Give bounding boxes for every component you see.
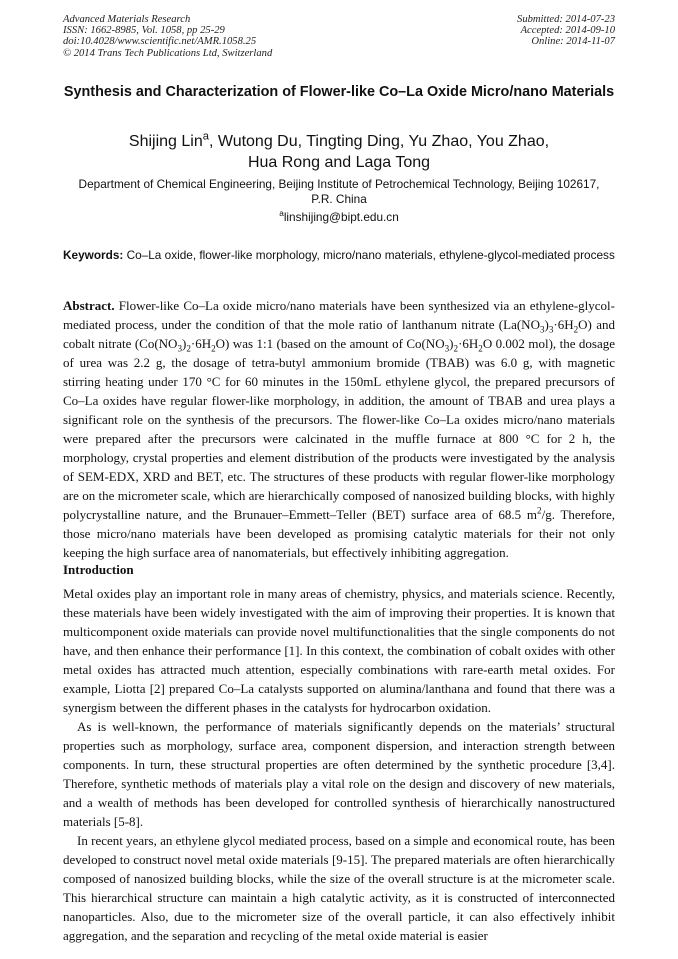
abstract-label: Abstract. bbox=[63, 298, 115, 313]
abstract-text: /g. Therefore, those micro/nano materials have been developed as promising catalytic materials for their not only keeping the high surface area of nanomaterials, but effectively inhibiting aggregation. bbox=[63, 507, 615, 560]
copyright-line: © 2014 Trans Tech Publications Ltd, Switzerland bbox=[63, 47, 273, 59]
publication-info bbox=[63, 14, 272, 59]
email-superscript: a bbox=[279, 209, 284, 219]
subscript: 3 bbox=[177, 343, 182, 354]
author-name: Shijing Lin bbox=[128, 133, 203, 150]
affiliation: Department of Chemical Engineering, Beijing Institute of Petrochemical Technology, Beijing 102617, P.R. China bbox=[78, 177, 600, 206]
abstract-text: ·6H bbox=[458, 336, 479, 351]
subscript: 2 bbox=[186, 343, 191, 354]
keywords-label: Keywords: bbox=[63, 248, 124, 262]
paragraph: Metal oxides play an important role in many areas of chemistry, physics, and materials science. Recently, these materials have been widely investigated with the aim of improving their properties. It is known that multicomponent oxide materials can provide novel multifunctionalities that the single components do not have, and then enhance their performance [1]. In this context, the combination of cobalt oxides with other metal oxides has attracted much attention, especially combinations with rare-earth metal oxides. For example, Liotta [2] prepared Co–La catalysts supported on alumina/lanthana and found that there was a synergism between the different phases in the catalysts for hydrocarbon oxidation. bbox=[63, 586, 615, 715]
paragraph: In recent years, an ethylene glycol mediated process, based on a simple and economical route, has been developed to construct novel metal oxide materials [9-15]. The prepared materials are often hierarchically composed of nanosized building blocks, while the size of the overall structure is at the micrometer scale. This hierarchical structure can maintain a high catalytic activity, as it is constructed of interconnected nanoparticles. Also, due to the micrometer size of the overall particle, it can also effectively inhibit aggregation, and the separation and recycling of the metal oxide material is easier bbox=[63, 833, 615, 943]
abstract bbox=[63, 296, 615, 562]
keywords bbox=[63, 248, 615, 263]
section-heading: Introduction bbox=[63, 562, 134, 577]
abstract-text: ) bbox=[449, 336, 454, 351]
accepted-date: Accepted: 2014-09-10 bbox=[520, 25, 615, 37]
abstract-text: O) was 1:1 (based on the amount of Co(NO bbox=[215, 336, 445, 351]
author-superscript: a bbox=[202, 130, 209, 143]
subscript: 2 bbox=[573, 324, 579, 335]
abstract-text: ·6H bbox=[190, 336, 212, 351]
abstract-text: ) bbox=[182, 336, 187, 351]
online-date: Online: 2014-11-07 bbox=[531, 36, 615, 48]
journal-name: Advanced Materials Research bbox=[63, 14, 191, 25]
publication-dates bbox=[517, 14, 615, 48]
abstract-text: O 0.002 mol), the dosage of urea was 2.2 g, the dosage of tetra-butyl ammonium bromide (TBAB) was 6.0 g, with magnetic stirring heating under 170 °C for 60 minutes in the 150mL ethylene glycol, the prepared precursors of Co–La oxides have regular flower-like morphology, in addition, the amount of TBAB and urea plays a significant role on the synthesis of the precursors. The flower-like Co–La oxides micro/nano materials were prepared after the precursors were calcinated in the muffle furnace at 800 °C for 2 h, the morphology, crystal properties and element distribution of the products were investigated by the analysis of SEM-EDX, XRD and BET, etc. The structures of these products with regular flower-like morphology are on the micrometer scale, which are hierarchically composed of nanosized building blocks, with highly polycrystalline nature, and the Brunauer–Emmett–Teller (BET) surface area of 68.5 m bbox=[63, 336, 615, 522]
keywords-text: Co–La oxide, flower-like morphology, micro/nano materials, ethylene-glycol-mediated process bbox=[123, 248, 615, 262]
paper-title: Synthesis and Characterization of Flower-like Co–La Oxide Micro/nano Materials bbox=[63, 84, 615, 100]
subscript: 3 bbox=[539, 324, 545, 335]
submitted-date: Submitted: 2014-07-23 bbox=[517, 14, 615, 25]
author-list bbox=[50, 131, 628, 173]
subscript: 2 bbox=[478, 343, 483, 354]
subscript: 3 bbox=[548, 324, 554, 335]
author-names: , Wutong Du, Tingting Ding, Yu Zhao, You Zhao, bbox=[208, 133, 550, 150]
abstract-text: Flower-like Co–La oxide micro/nano materials have been synthesized via an ethylene-glycol-mediated process, under the condition of that the mole ratio of lanthanum nitrate (La(NO bbox=[63, 298, 615, 332]
email-line bbox=[50, 210, 628, 225]
abstract-text: ) bbox=[544, 317, 549, 332]
doi-link[interactable]: doi:10.4028/www.scientific.net/AMR.1058.25 bbox=[63, 36, 257, 48]
abstract-text: ·6H bbox=[553, 317, 574, 332]
paragraph: As is well-known, the performance of materials significantly depends on the materials’ structural properties such as morphology, surface area, component dispersion, and interaction strength between components. In turn, these structural properties are often determined by the synthetic procedure [3,4]. Therefore, synthetic methods of materials play a vital role on the design and discovery of new materials, and a wealth of methods has been developed for controlled synthesis of hierarchically nanostructured materials [5-8]. bbox=[63, 719, 615, 829]
issn-line: ISSN: 1662-8985, Vol. 1058, pp 25-29 bbox=[63, 25, 225, 37]
abstract-text: O) and cobalt nitrate (Co(NO bbox=[63, 317, 615, 351]
author-names: Hua Rong and Laga Tong bbox=[247, 154, 431, 171]
email-link[interactable]: linshijing@bipt.edu.cn bbox=[283, 210, 399, 224]
superscript: 2 bbox=[537, 505, 542, 516]
introduction-body bbox=[63, 584, 615, 945]
subscript: 2 bbox=[211, 343, 216, 354]
subscript: 2 bbox=[453, 343, 459, 354]
subscript: 3 bbox=[444, 343, 450, 354]
